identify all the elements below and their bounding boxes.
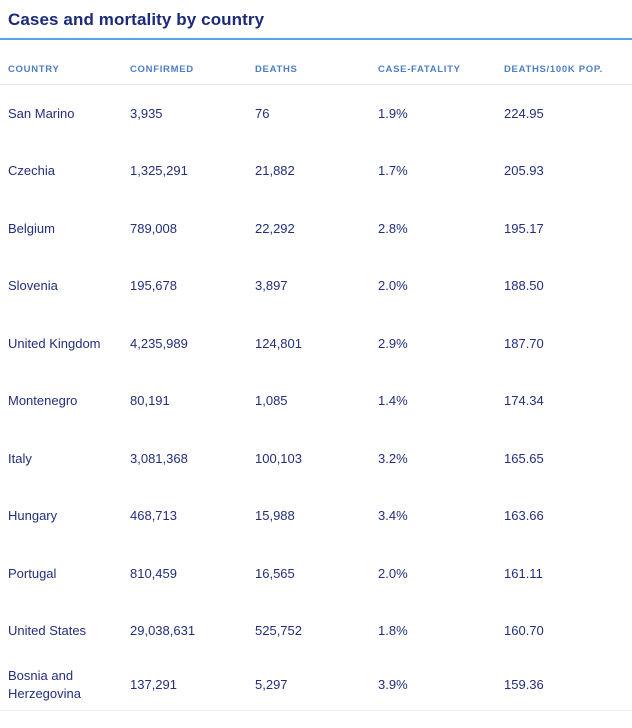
country-cell: United Kingdom <box>8 335 101 351</box>
deaths-cell: 3,897 <box>255 278 288 294</box>
column-header-deaths: DEATHS <box>255 63 298 75</box>
column-header-confirmed: CONFIRMED <box>130 63 194 75</box>
deaths-cell: 76 <box>255 105 270 121</box>
deaths-cell: 525,752 <box>255 623 302 639</box>
deaths-cell: 16,565 <box>255 565 295 581</box>
confirmed-cell: 195,678 <box>130 278 177 294</box>
deaths-per-100k-cell: 195.17 <box>504 220 544 236</box>
deaths-per-100k-cell: 159.36 <box>504 677 544 692</box>
case-fatality-cell: 2.9% <box>378 335 408 351</box>
confirmed-cell: 3,935 <box>130 105 163 121</box>
deaths-cell: 124,801 <box>255 335 302 351</box>
table-body <box>0 85 632 711</box>
deaths-cell: 1,085 <box>255 393 288 409</box>
confirmed-cell: 468,713 <box>130 508 177 524</box>
column-header-case-fatality: CASE-FATALITY <box>378 63 461 75</box>
confirmed-cell: 4,235,989 <box>130 335 188 351</box>
deaths-per-100k-cell: 188.50 <box>504 278 544 294</box>
country-cell: Bosnia and Herzegovina <box>8 668 81 701</box>
deaths-per-100k-cell: 224.95 <box>504 105 544 121</box>
confirmed-cell: 1,325,291 <box>130 163 188 179</box>
column-header-country: COUNTRY <box>8 63 60 75</box>
case-fatality-cell: 3.9% <box>378 677 408 692</box>
table-row <box>0 488 632 546</box>
case-fatality-cell: 2.0% <box>378 278 408 294</box>
deaths-cell: 5,297 <box>255 677 288 692</box>
country-cell: Slovenia <box>8 278 58 294</box>
table-row <box>0 258 632 316</box>
table-row <box>0 373 632 431</box>
deaths-per-100k-cell: 174.34 <box>504 393 544 409</box>
case-fatality-cell: 1.8% <box>378 623 408 639</box>
table-row <box>0 603 632 661</box>
country-cell: United States <box>8 623 87 639</box>
confirmed-cell: 137,291 <box>130 677 177 692</box>
panel-title: Cases and mortality by country <box>8 10 265 29</box>
confirmed-cell: 29,038,631 <box>130 623 196 639</box>
deaths-per-100k-cell: 160.70 <box>504 623 544 639</box>
table-row <box>0 315 632 373</box>
case-fatality-cell: 2.8% <box>378 220 408 236</box>
table-row <box>0 85 632 143</box>
country-cell: Montenegro <box>8 393 78 409</box>
confirmed-cell: 80,191 <box>130 393 170 409</box>
deaths-cell: 100,103 <box>255 450 302 466</box>
case-fatality-cell: 3.2% <box>378 450 408 466</box>
deaths-per-100k-cell: 187.70 <box>504 335 544 351</box>
confirmed-cell: 810,459 <box>130 565 177 581</box>
table-row <box>0 545 632 603</box>
country-cell: Czechia <box>8 163 55 179</box>
case-fatality-cell: 1.7% <box>378 163 408 179</box>
table-row <box>0 660 632 710</box>
deaths-cell: 21,882 <box>255 163 295 179</box>
deaths-per-100k-cell: 205.93 <box>504 163 544 179</box>
table-header-row <box>0 40 632 85</box>
deaths-per-100k-cell: 163.66 <box>504 508 544 524</box>
table-row <box>0 143 632 201</box>
case-fatality-cell: 2.0% <box>378 565 408 581</box>
table-row <box>0 200 632 258</box>
case-fatality-cell: 3.4% <box>378 508 408 524</box>
confirmed-cell: 3,081,368 <box>130 450 188 466</box>
table-row <box>0 430 632 488</box>
deaths-per-100k-cell: 161.11 <box>504 565 543 581</box>
confirmed-cell: 789,008 <box>130 220 177 236</box>
case-fatality-cell: 1.9% <box>378 105 408 121</box>
country-cell: San Marino <box>8 105 75 121</box>
case-fatality-cell: 1.4% <box>378 393 408 409</box>
column-header-deaths-per-100k: DEATHS/100K POP. <box>504 63 604 75</box>
deaths-cell: 15,988 <box>255 508 295 524</box>
country-cell: Italy <box>8 450 32 466</box>
country-cell: Portugal <box>8 565 57 581</box>
country-cell: Hungary <box>8 508 58 524</box>
deaths-per-100k-cell: 165.65 <box>504 450 544 466</box>
deaths-cell: 22,292 <box>255 220 295 236</box>
country-cell: Belgium <box>8 220 55 236</box>
